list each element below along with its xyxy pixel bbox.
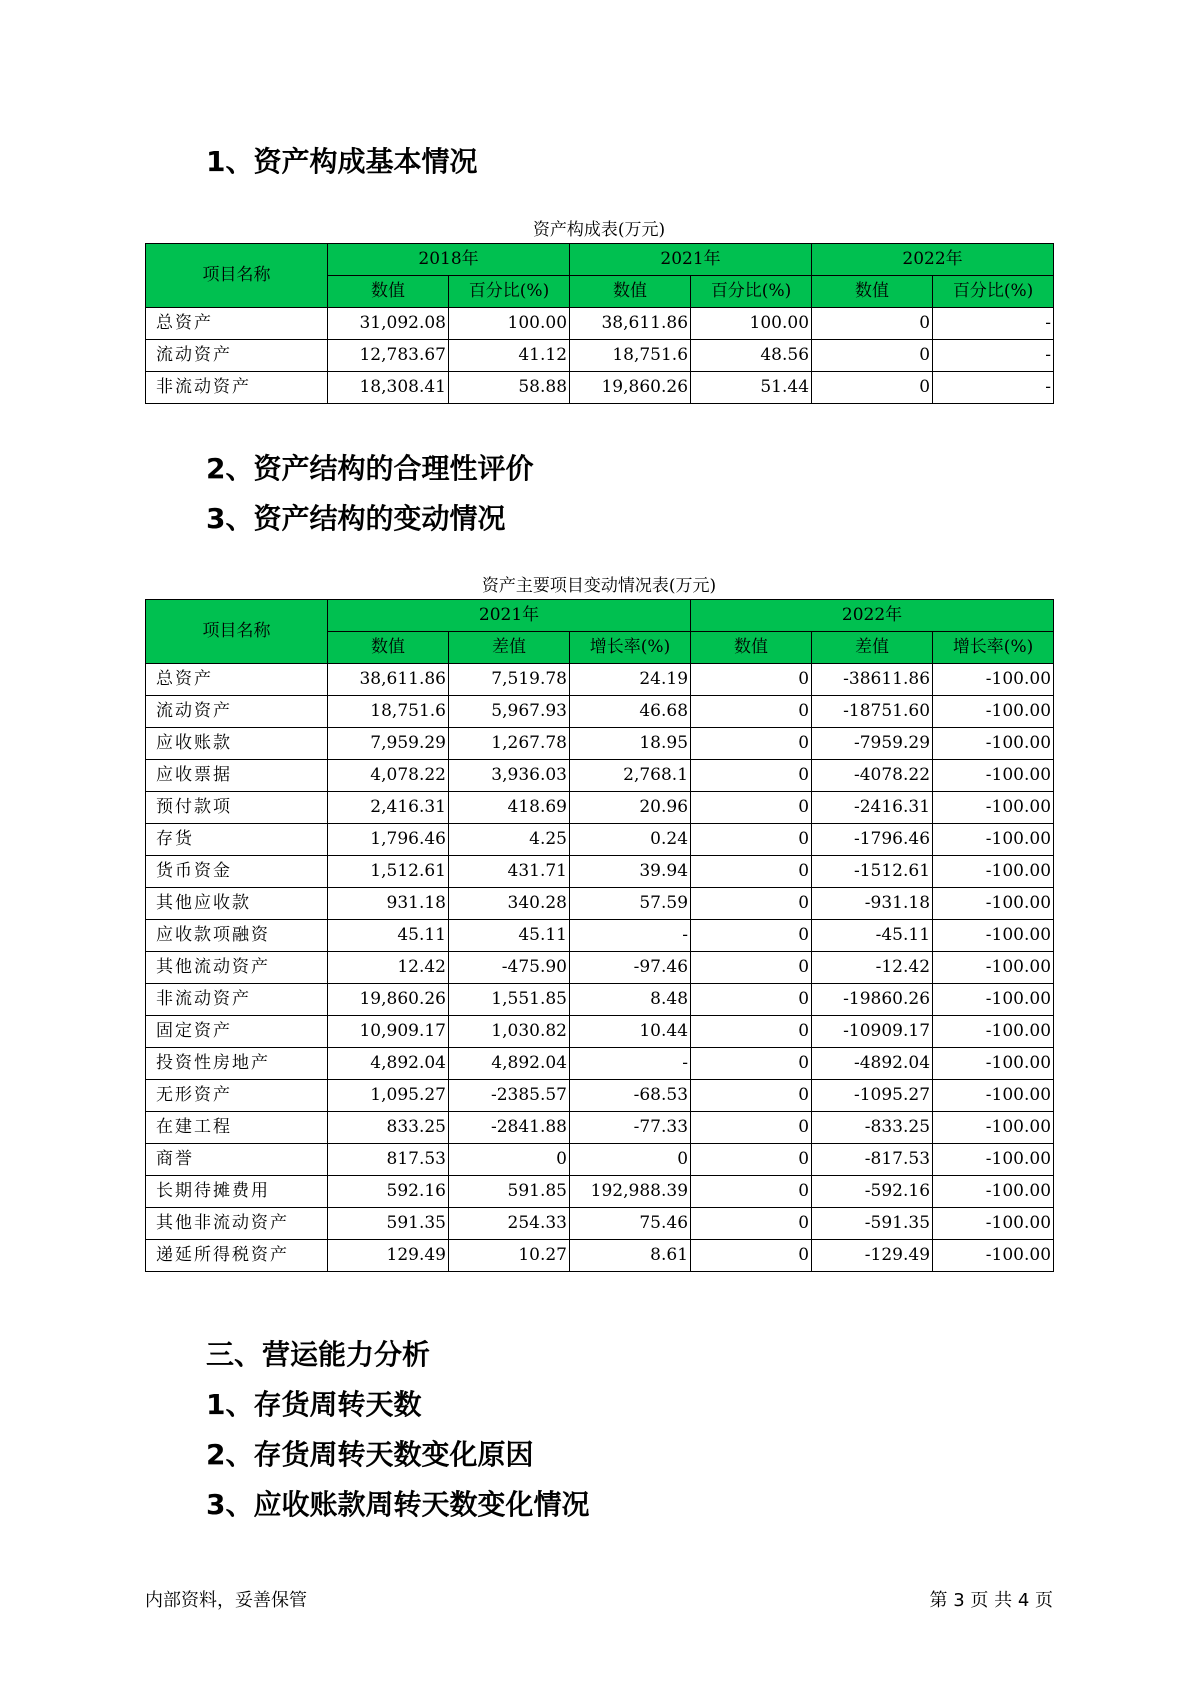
data-cell: 0: [691, 824, 812, 856]
data-cell: 5,967.93: [449, 696, 570, 728]
data-cell: -45.11: [812, 920, 933, 952]
data-cell: -12.42: [812, 952, 933, 984]
data-cell: 592.16: [328, 1176, 449, 1208]
data-cell: -100.00: [933, 1144, 1054, 1176]
data-cell: 431.71: [449, 856, 570, 888]
data-cell: 254.33: [449, 1208, 570, 1240]
data-cell: -: [570, 1048, 691, 1080]
data-cell: 0: [691, 728, 812, 760]
row-label: 流动资产: [146, 696, 328, 728]
data-cell: 129.49: [328, 1240, 449, 1272]
data-cell: 48.56: [691, 340, 812, 372]
data-cell: 0: [691, 792, 812, 824]
data-cell: -: [933, 340, 1054, 372]
table-row: [146, 792, 1054, 824]
data-cell: 0: [691, 1240, 812, 1272]
table-row: [146, 760, 1054, 792]
data-cell: 10.27: [449, 1240, 570, 1272]
table-row: [146, 340, 1054, 372]
row-label: 应收票据: [146, 760, 328, 792]
data-cell: 31,092.08: [328, 308, 449, 340]
table1-sub-header: 百分比(%): [691, 276, 812, 308]
table-row: [146, 372, 1054, 404]
data-cell: 1,796.46: [328, 824, 449, 856]
table2-year-header: 2022年: [691, 600, 1054, 632]
data-cell: -100.00: [933, 728, 1054, 760]
data-cell: 24.19: [570, 664, 691, 696]
data-cell: 12.42: [328, 952, 449, 984]
data-cell: 0: [691, 1176, 812, 1208]
data-cell: -77.33: [570, 1112, 691, 1144]
row-label: 货币资金: [146, 856, 328, 888]
data-cell: 7,519.78: [449, 664, 570, 696]
data-cell: 340.28: [449, 888, 570, 920]
data-cell: 100.00: [691, 308, 812, 340]
table1-sub-header: 百分比(%): [449, 276, 570, 308]
data-cell: -: [933, 308, 1054, 340]
table-row: [146, 856, 1054, 888]
data-cell: -: [933, 372, 1054, 404]
data-cell: 3,936.03: [449, 760, 570, 792]
row-label: 无形资产: [146, 1080, 328, 1112]
data-cell: 18,308.41: [328, 372, 449, 404]
data-cell: -100.00: [933, 664, 1054, 696]
data-cell: -10909.17: [812, 1016, 933, 1048]
data-cell: -591.35: [812, 1208, 933, 1240]
data-cell: 8.48: [570, 984, 691, 1016]
section-heading-inventory-turnover: 1、存货周转天数: [206, 1388, 422, 1421]
data-cell: -19860.26: [812, 984, 933, 1016]
table-row: [146, 664, 1054, 696]
data-cell: -2416.31: [812, 792, 933, 824]
table-row: [146, 696, 1054, 728]
data-cell: 18,751.6: [328, 696, 449, 728]
data-cell: -475.90: [449, 952, 570, 984]
data-cell: 0: [812, 340, 933, 372]
data-cell: 591.85: [449, 1176, 570, 1208]
data-cell: 4,892.04: [328, 1048, 449, 1080]
data-cell: 19,860.26: [328, 984, 449, 1016]
section-heading-operating-capacity: 三、营运能力分析: [206, 1338, 431, 1371]
data-cell: 0: [691, 984, 812, 1016]
data-cell: 20.96: [570, 792, 691, 824]
row-label: 总资产: [146, 308, 328, 340]
data-cell: -833.25: [812, 1112, 933, 1144]
data-cell: 4,078.22: [328, 760, 449, 792]
data-cell: -18751.60: [812, 696, 933, 728]
data-cell: 0: [449, 1144, 570, 1176]
data-cell: 45.11: [328, 920, 449, 952]
data-cell: -100.00: [933, 952, 1054, 984]
table1-sub-header: 百分比(%): [933, 276, 1054, 308]
data-cell: 8.61: [570, 1240, 691, 1272]
row-label: 固定资产: [146, 1016, 328, 1048]
table1-year-header: 2021年: [570, 244, 812, 276]
data-cell: 38,611.86: [328, 664, 449, 696]
data-cell: -7959.29: [812, 728, 933, 760]
section-heading-structure-change: 3、资产结构的变动情况: [206, 502, 506, 535]
data-cell: 0: [691, 696, 812, 728]
section-heading-inventory-turnover-reason: 2、存货周转天数变化原因: [206, 1438, 534, 1471]
row-label: 其他应收款: [146, 888, 328, 920]
data-cell: 817.53: [328, 1144, 449, 1176]
table-row: [146, 1112, 1054, 1144]
data-cell: 19,860.26: [570, 372, 691, 404]
data-cell: 10,909.17: [328, 1016, 449, 1048]
data-cell: 0: [691, 1080, 812, 1112]
table-row: [146, 1048, 1054, 1080]
table2-sub-header: 差值: [449, 632, 570, 664]
row-label: 非流动资产: [146, 984, 328, 1016]
data-cell: 41.12: [449, 340, 570, 372]
data-cell: 58.88: [449, 372, 570, 404]
data-cell: -100.00: [933, 824, 1054, 856]
table1-year-header: 2022年: [812, 244, 1054, 276]
data-cell: -38611.86: [812, 664, 933, 696]
table2-year-header: 2021年: [328, 600, 691, 632]
data-cell: 51.44: [691, 372, 812, 404]
section-heading-structure-evaluation: 2、资产结构的合理性评价: [206, 452, 534, 485]
table-row: [146, 1016, 1054, 1048]
asset-composition-table: [145, 243, 1054, 404]
table2-sub-header: 差值: [812, 632, 933, 664]
data-cell: 1,267.78: [449, 728, 570, 760]
row-label: 其他流动资产: [146, 952, 328, 984]
data-cell: 0: [812, 372, 933, 404]
table1-sub-header: 数值: [570, 276, 691, 308]
data-cell: -592.16: [812, 1176, 933, 1208]
data-cell: -100.00: [933, 760, 1054, 792]
data-cell: 0: [691, 1144, 812, 1176]
table2-sub-header: 数值: [328, 632, 449, 664]
data-cell: -100.00: [933, 792, 1054, 824]
data-cell: 1,095.27: [328, 1080, 449, 1112]
table1-sub-header: 数值: [812, 276, 933, 308]
data-cell: 18,751.6: [570, 340, 691, 372]
data-cell: 4,892.04: [449, 1048, 570, 1080]
data-cell: -100.00: [933, 1176, 1054, 1208]
table-row: [146, 984, 1054, 1016]
table2-sub-header: 数值: [691, 632, 812, 664]
data-cell: 75.46: [570, 1208, 691, 1240]
data-cell: -1512.61: [812, 856, 933, 888]
data-cell: -4892.04: [812, 1048, 933, 1080]
data-cell: -100.00: [933, 1080, 1054, 1112]
table-row: [146, 308, 1054, 340]
data-cell: -100.00: [933, 984, 1054, 1016]
data-cell: 10.44: [570, 1016, 691, 1048]
row-label: 流动资产: [146, 340, 328, 372]
row-label: 其他非流动资产: [146, 1208, 328, 1240]
row-label: 应收账款: [146, 728, 328, 760]
table-row: [146, 1208, 1054, 1240]
data-cell: -97.46: [570, 952, 691, 984]
data-cell: -100.00: [933, 1240, 1054, 1272]
data-cell: -129.49: [812, 1240, 933, 1272]
table-row: [146, 1176, 1054, 1208]
data-cell: 418.69: [449, 792, 570, 824]
table-row: [146, 952, 1054, 984]
data-cell: 2,416.31: [328, 792, 449, 824]
data-cell: -1796.46: [812, 824, 933, 856]
footer-page-number: 第 3 页 共 4 页: [929, 1590, 1053, 1611]
data-cell: 0: [691, 664, 812, 696]
row-label: 长期待摊费用: [146, 1176, 328, 1208]
data-cell: -: [570, 920, 691, 952]
table-row: [146, 1144, 1054, 1176]
data-cell: -1095.27: [812, 1080, 933, 1112]
data-cell: 1,551.85: [449, 984, 570, 1016]
data-cell: -2385.57: [449, 1080, 570, 1112]
data-cell: 192,988.39: [570, 1176, 691, 1208]
row-label: 存货: [146, 824, 328, 856]
data-cell: 833.25: [328, 1112, 449, 1144]
table1-caption: 资产构成表(万元): [532, 220, 666, 240]
table1-item-header: 项目名称: [146, 244, 328, 308]
footer-confidential-note: 内部资料，妥善保管: [145, 1590, 307, 1611]
data-cell: 1,030.82: [449, 1016, 570, 1048]
table-row: [146, 1240, 1054, 1272]
row-label: 商誉: [146, 1144, 328, 1176]
data-cell: 0: [812, 308, 933, 340]
data-cell: 0: [691, 920, 812, 952]
data-cell: 4.25: [449, 824, 570, 856]
data-cell: 12,783.67: [328, 340, 449, 372]
data-cell: -68.53: [570, 1080, 691, 1112]
table-row: [146, 728, 1054, 760]
section-heading-receivable-turnover: 3、应收账款周转天数变化情况: [206, 1488, 590, 1521]
row-label: 应收款项融资: [146, 920, 328, 952]
data-cell: 0: [691, 1208, 812, 1240]
table-row: [146, 824, 1054, 856]
data-cell: 0: [691, 1112, 812, 1144]
data-cell: 18.95: [570, 728, 691, 760]
section-heading-asset-composition: 1、资产构成基本情况: [206, 145, 478, 178]
row-label: 总资产: [146, 664, 328, 696]
data-cell: -100.00: [933, 920, 1054, 952]
row-label: 递延所得税资产: [146, 1240, 328, 1272]
data-cell: 2,768.1: [570, 760, 691, 792]
table-row: [146, 888, 1054, 920]
table1-sub-header: 数值: [328, 276, 449, 308]
data-cell: 0: [691, 952, 812, 984]
data-cell: 1,512.61: [328, 856, 449, 888]
data-cell: 0: [691, 760, 812, 792]
data-cell: -4078.22: [812, 760, 933, 792]
data-cell: 0: [691, 856, 812, 888]
table1-body: [146, 308, 1054, 404]
data-cell: 38,611.86: [570, 308, 691, 340]
data-cell: -100.00: [933, 1048, 1054, 1080]
data-cell: -100.00: [933, 888, 1054, 920]
table-row: [146, 1080, 1054, 1112]
data-cell: 591.35: [328, 1208, 449, 1240]
data-cell: 100.00: [449, 308, 570, 340]
table2-sub-header: 增长率(%): [570, 632, 691, 664]
data-cell: -100.00: [933, 696, 1054, 728]
table2-caption: 资产主要项目变动情况表(万元): [481, 576, 717, 596]
data-cell: -100.00: [933, 856, 1054, 888]
data-cell: -100.00: [933, 1016, 1054, 1048]
data-cell: -2841.88: [449, 1112, 570, 1144]
table-row: [146, 920, 1054, 952]
data-cell: -931.18: [812, 888, 933, 920]
data-cell: 39.94: [570, 856, 691, 888]
asset-change-table: [145, 599, 1054, 1272]
row-label: 非流动资产: [146, 372, 328, 404]
data-cell: 57.59: [570, 888, 691, 920]
table1-year-header: 2018年: [328, 244, 570, 276]
data-cell: 46.68: [570, 696, 691, 728]
table2-body: [146, 664, 1054, 1272]
data-cell: 0.24: [570, 824, 691, 856]
data-cell: 0: [691, 888, 812, 920]
table2-sub-header: 增长率(%): [933, 632, 1054, 664]
data-cell: 0: [691, 1016, 812, 1048]
data-cell: 931.18: [328, 888, 449, 920]
row-label: 投资性房地产: [146, 1048, 328, 1080]
row-label: 在建工程: [146, 1112, 328, 1144]
data-cell: 7,959.29: [328, 728, 449, 760]
data-cell: 45.11: [449, 920, 570, 952]
data-cell: -100.00: [933, 1208, 1054, 1240]
data-cell: -100.00: [933, 1112, 1054, 1144]
data-cell: 0: [570, 1144, 691, 1176]
row-label: 预付款项: [146, 792, 328, 824]
table2-item-header: 项目名称: [146, 600, 328, 664]
data-cell: -817.53: [812, 1144, 933, 1176]
data-cell: 0: [691, 1048, 812, 1080]
